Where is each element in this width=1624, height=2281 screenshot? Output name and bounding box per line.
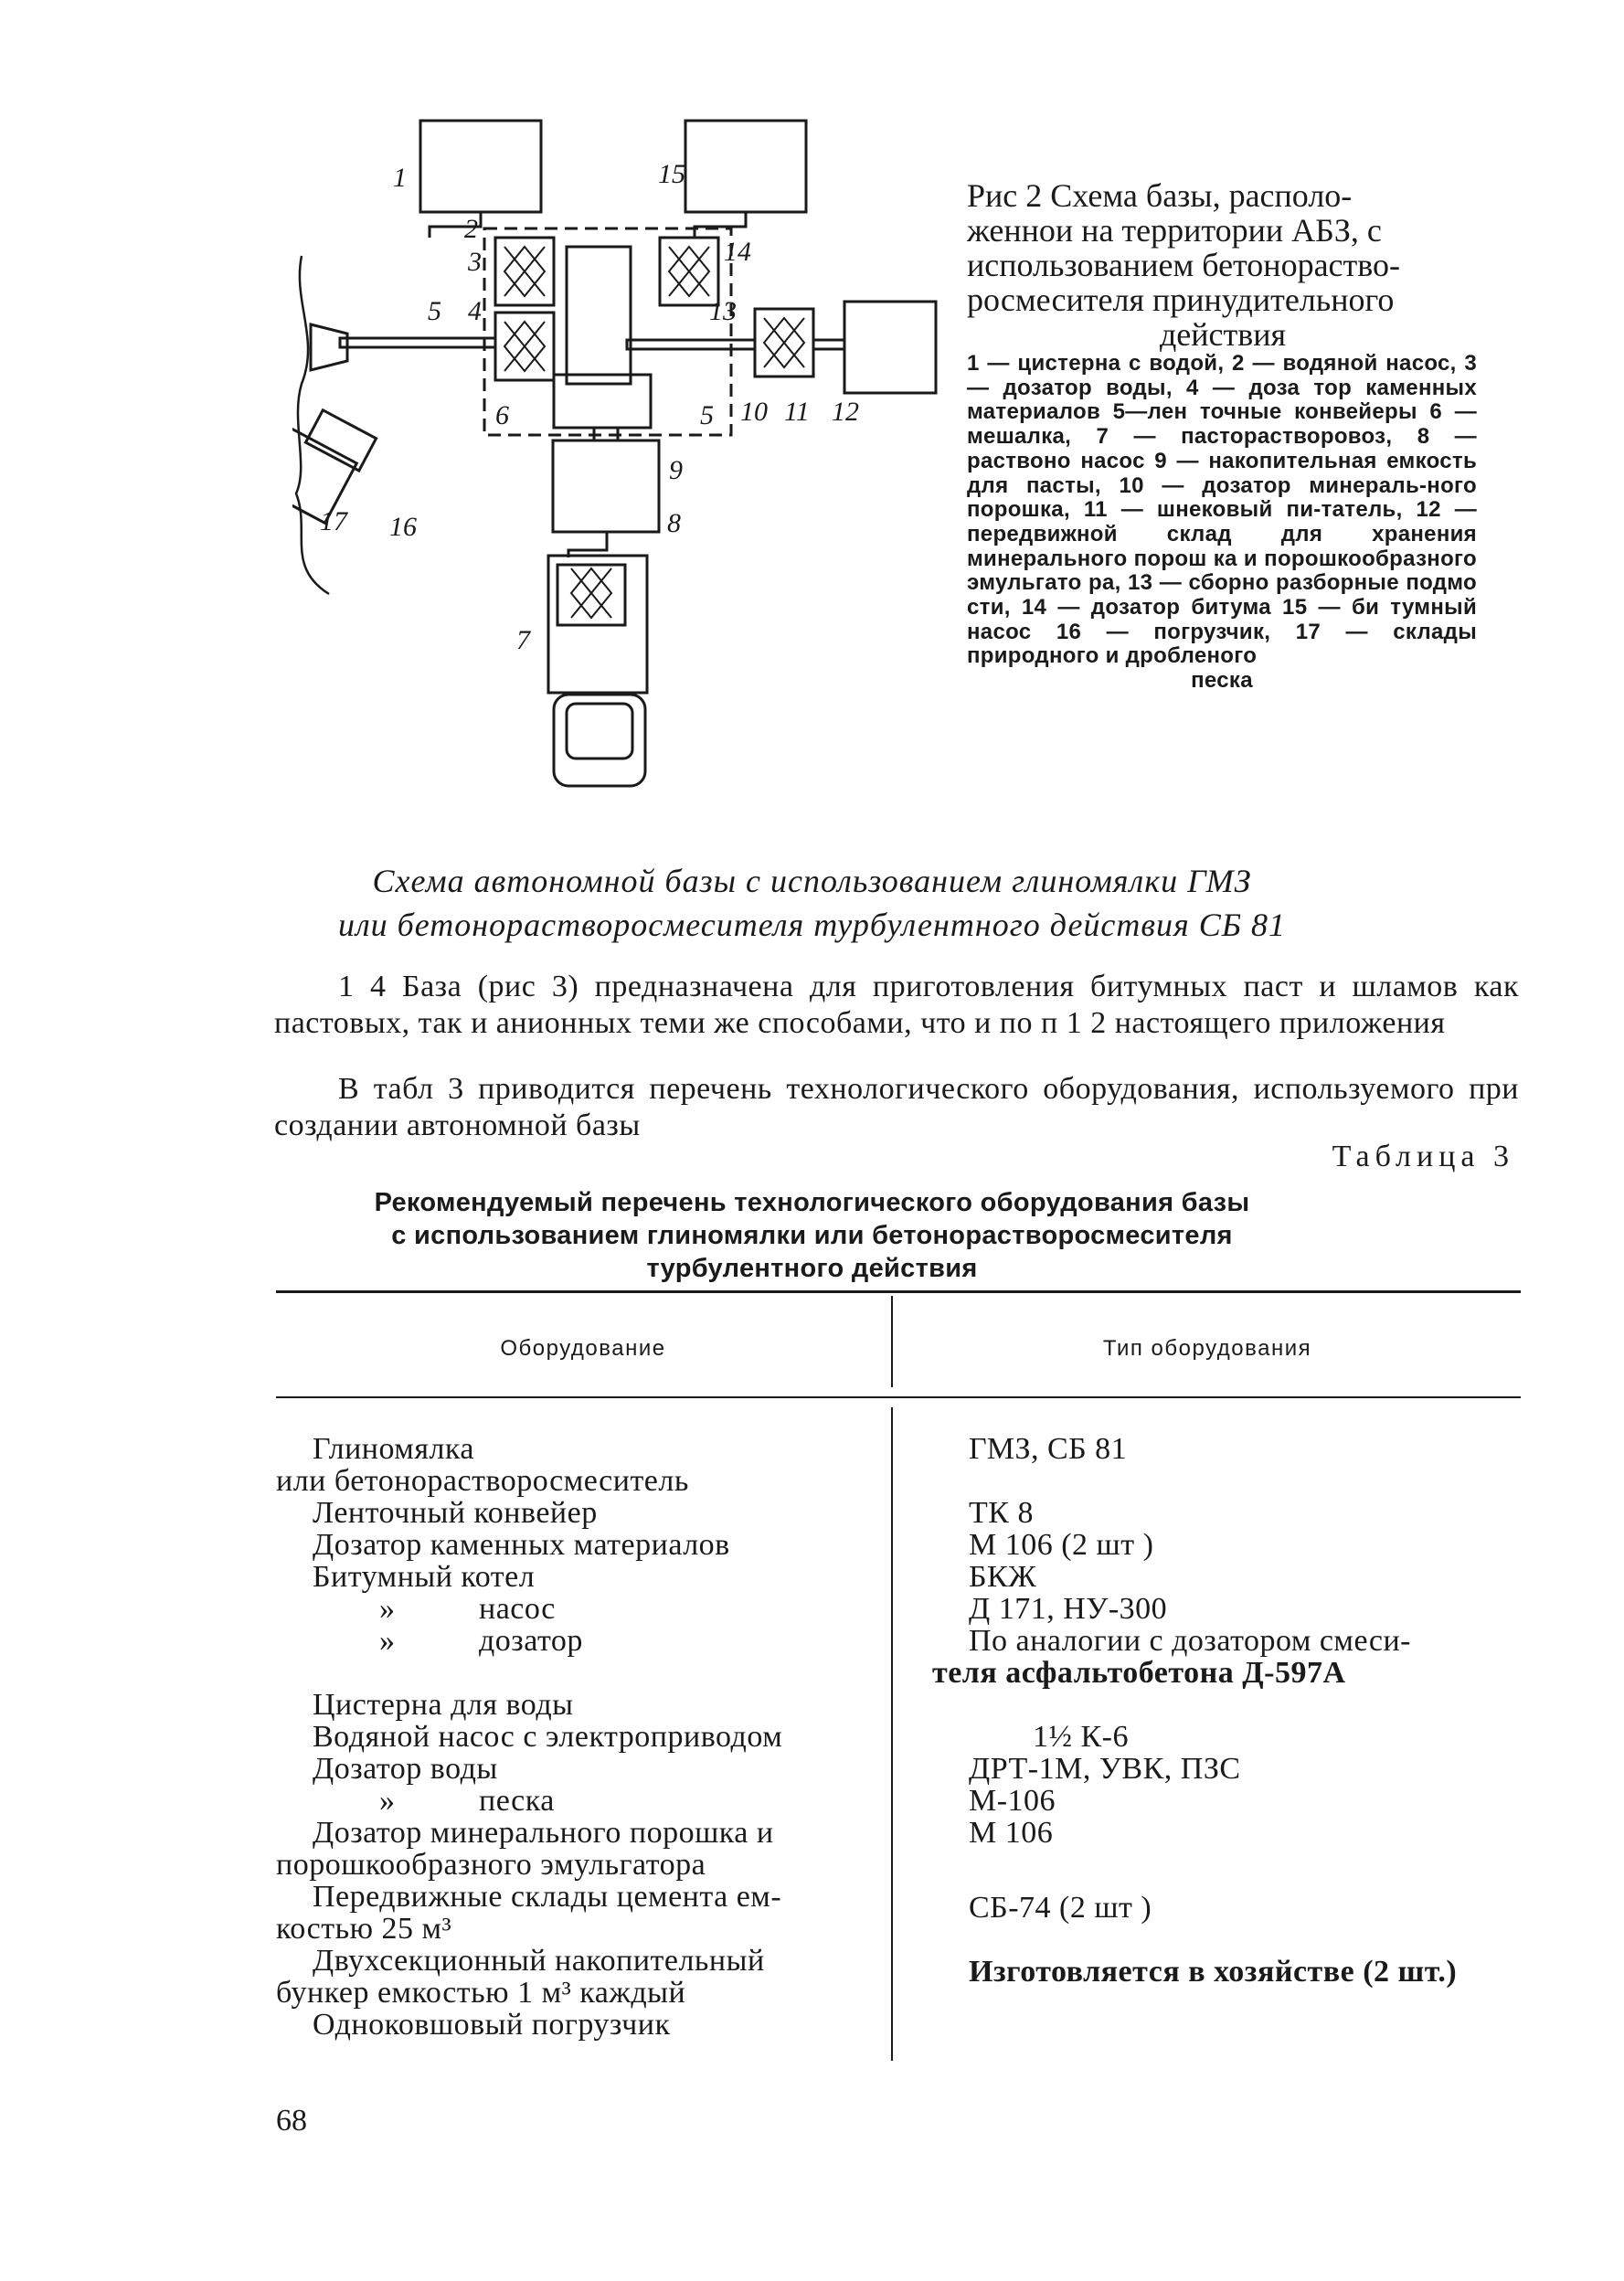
figure-legend [967, 352, 1477, 694]
legend-last: песка [1191, 668, 1253, 694]
table-label: Таблица 3 [1332, 1140, 1514, 1173]
equipment-cell: Битумный котел [313, 1560, 536, 1594]
label-14: 14 [724, 237, 751, 267]
table-title-line: с использованием глиномялки или бетонорастворосмесителя [391, 1221, 1233, 1250]
table-header-rule [276, 1396, 1521, 1398]
equipment-cell: бункер емкостью 1 м³ каждый [276, 1976, 686, 2010]
table-header-divider [891, 1296, 893, 1387]
label-7: 7 [516, 625, 530, 655]
column-header-type: Тип оборудования [1102, 1336, 1312, 1361]
type-cell: теля асфальтобетона Д-597А [932, 1656, 1346, 1690]
equipment-cell: Дозатор воды [313, 1752, 498, 1786]
type-cell: ТК 8 [969, 1496, 1034, 1530]
equipment-cell: дозатор [479, 1624, 583, 1658]
label-15: 15 [658, 159, 685, 189]
label-9: 9 [669, 455, 683, 485]
column-header-equipment: Оборудование [500, 1336, 666, 1361]
paragraph-2: В табл 3 приводится перечень технологического оборудования, используемого при создании автономной базы [274, 1072, 1519, 1142]
type-cell: ДРТ-1М, УВК, ПЗС [969, 1752, 1241, 1786]
paragraph-1: 1 4 База (рис 3) предназначена для приготовления битумных паст и шламов как пастовых, так и анионных теми же способами, что и по п 1 2 настоящего приложения [274, 970, 1519, 1040]
type-cell: М 106 (2 шт ) [969, 1528, 1154, 1562]
label-1: 1 [393, 163, 407, 193]
ditto-mark: » [379, 1624, 396, 1658]
label-10: 10 [740, 397, 768, 427]
equipment-cell: Водяной насос с электроприводом [313, 1720, 783, 1754]
equipment-cell: Дозатор минерального порошка и [313, 1816, 774, 1850]
equipment-cell: Передвижные склады цемента ем- [313, 1880, 782, 1914]
type-cell: Д 171, НУ-300 [969, 1592, 1168, 1626]
caption-line: использованием бетонораство- [967, 247, 1400, 283]
equipment-cell: Цистерна для воды [313, 1688, 574, 1722]
equipment-cell: песка [479, 1784, 555, 1818]
base-scheme-diagram [292, 101, 950, 795]
type-cell: ГМЗ, СБ 81 [969, 1432, 1128, 1466]
label-16: 16 [389, 512, 417, 542]
bitumen-tank-15 [685, 121, 806, 212]
table-title [0, 1186, 1624, 1285]
label-12: 12 [832, 397, 859, 427]
equipment-cell: Двухсекционный накопительный [313, 1944, 765, 1978]
type-cell: 1½ К-6 [1033, 1720, 1129, 1754]
paste-tank-9 [553, 440, 659, 532]
type-cell: М-106 [969, 1784, 1056, 1818]
section-heading-line: или бетонорастворосмесителя турбулентного действия СБ 81 [337, 907, 1287, 943]
caption-line: женнои на территории АБЗ, с [967, 212, 1382, 249]
label-13: 13 [709, 296, 737, 326]
label-5b: 5 [700, 400, 714, 430]
label-5: 5 [428, 296, 441, 326]
type-cell: БКЖ [969, 1560, 1037, 1594]
figure-caption-title [967, 178, 1479, 352]
equipment-cell: костью 25 м³ [276, 1912, 452, 1946]
type-cell: СБ-74 (2 шт ) [969, 1891, 1152, 1925]
type-cell: М 106 [969, 1816, 1054, 1850]
type-cell: Изготовляется в хозяйстве (2 шт.) [969, 1955, 1458, 1989]
type-cell: По аналогии с дозатором смеси- [969, 1624, 1411, 1658]
section-heading-line: Схема автономной базы с использованием глиномялки ГМЗ [372, 863, 1252, 899]
equipment-cell: или бетонорастворосмеситель [276, 1464, 689, 1498]
label-17: 17 [320, 506, 347, 536]
caption-line: росмесителя принудительного [967, 281, 1395, 318]
label-3: 3 [468, 247, 482, 277]
table-title-line: Рекомендуемый перечень технологического оборудования базы [374, 1188, 1250, 1217]
caption-line: действия [1159, 316, 1287, 353]
caption-line: Рис 2 Схема базы, располо- [967, 177, 1353, 214]
equipment-cell: Одноковшовый погрузчик [313, 2008, 671, 2042]
label-11: 11 [784, 397, 810, 427]
label-2: 2 [464, 214, 478, 244]
label-8: 8 [667, 508, 681, 538]
ditto-mark: » [379, 1784, 396, 1818]
table-title-line: турбулентного действия [646, 1254, 978, 1283]
table-top-rule [276, 1290, 1521, 1293]
mobile-storage-12 [844, 302, 936, 393]
section-heading [0, 859, 1624, 947]
equipment-cell: Глиномялка [313, 1432, 475, 1466]
equipment-cell: Дозатор каменных материалов [313, 1528, 730, 1562]
page-number: 68 [276, 2104, 307, 2138]
label-6: 6 [495, 400, 509, 430]
equipment-cell: порошкообразного эмульгатора [276, 1848, 706, 1882]
equipment-cell: насос [479, 1592, 556, 1626]
ditto-mark: » [379, 1592, 396, 1626]
label-4: 4 [468, 296, 482, 326]
legend-text: 1 — цистерна с водой, 2 — водяной насос, 3 — дозатор воды, 4 — доза тор каменных материалов 5—лен точные конвейеры 6 — мешалка, 7 — пасторастворовоз, 8 — раствоно насос 9 — накопительная емкость для пасты, 10 — дозатор минераль-ного порошка, 11 — шнековый пи-татель, 12 — передвижной склад для хранения минерального порош ка и порошкообразного эмульгато ра, 13 — сборно разборные подмо сти, 14 — дозатор битума 15 — би тумный насос 16 — погрузчик, 17 — склады природного и дробленого [967, 351, 1477, 669]
water-tank-1 [420, 121, 541, 212]
equipment-cell: Ленточный конвейер [313, 1496, 598, 1530]
